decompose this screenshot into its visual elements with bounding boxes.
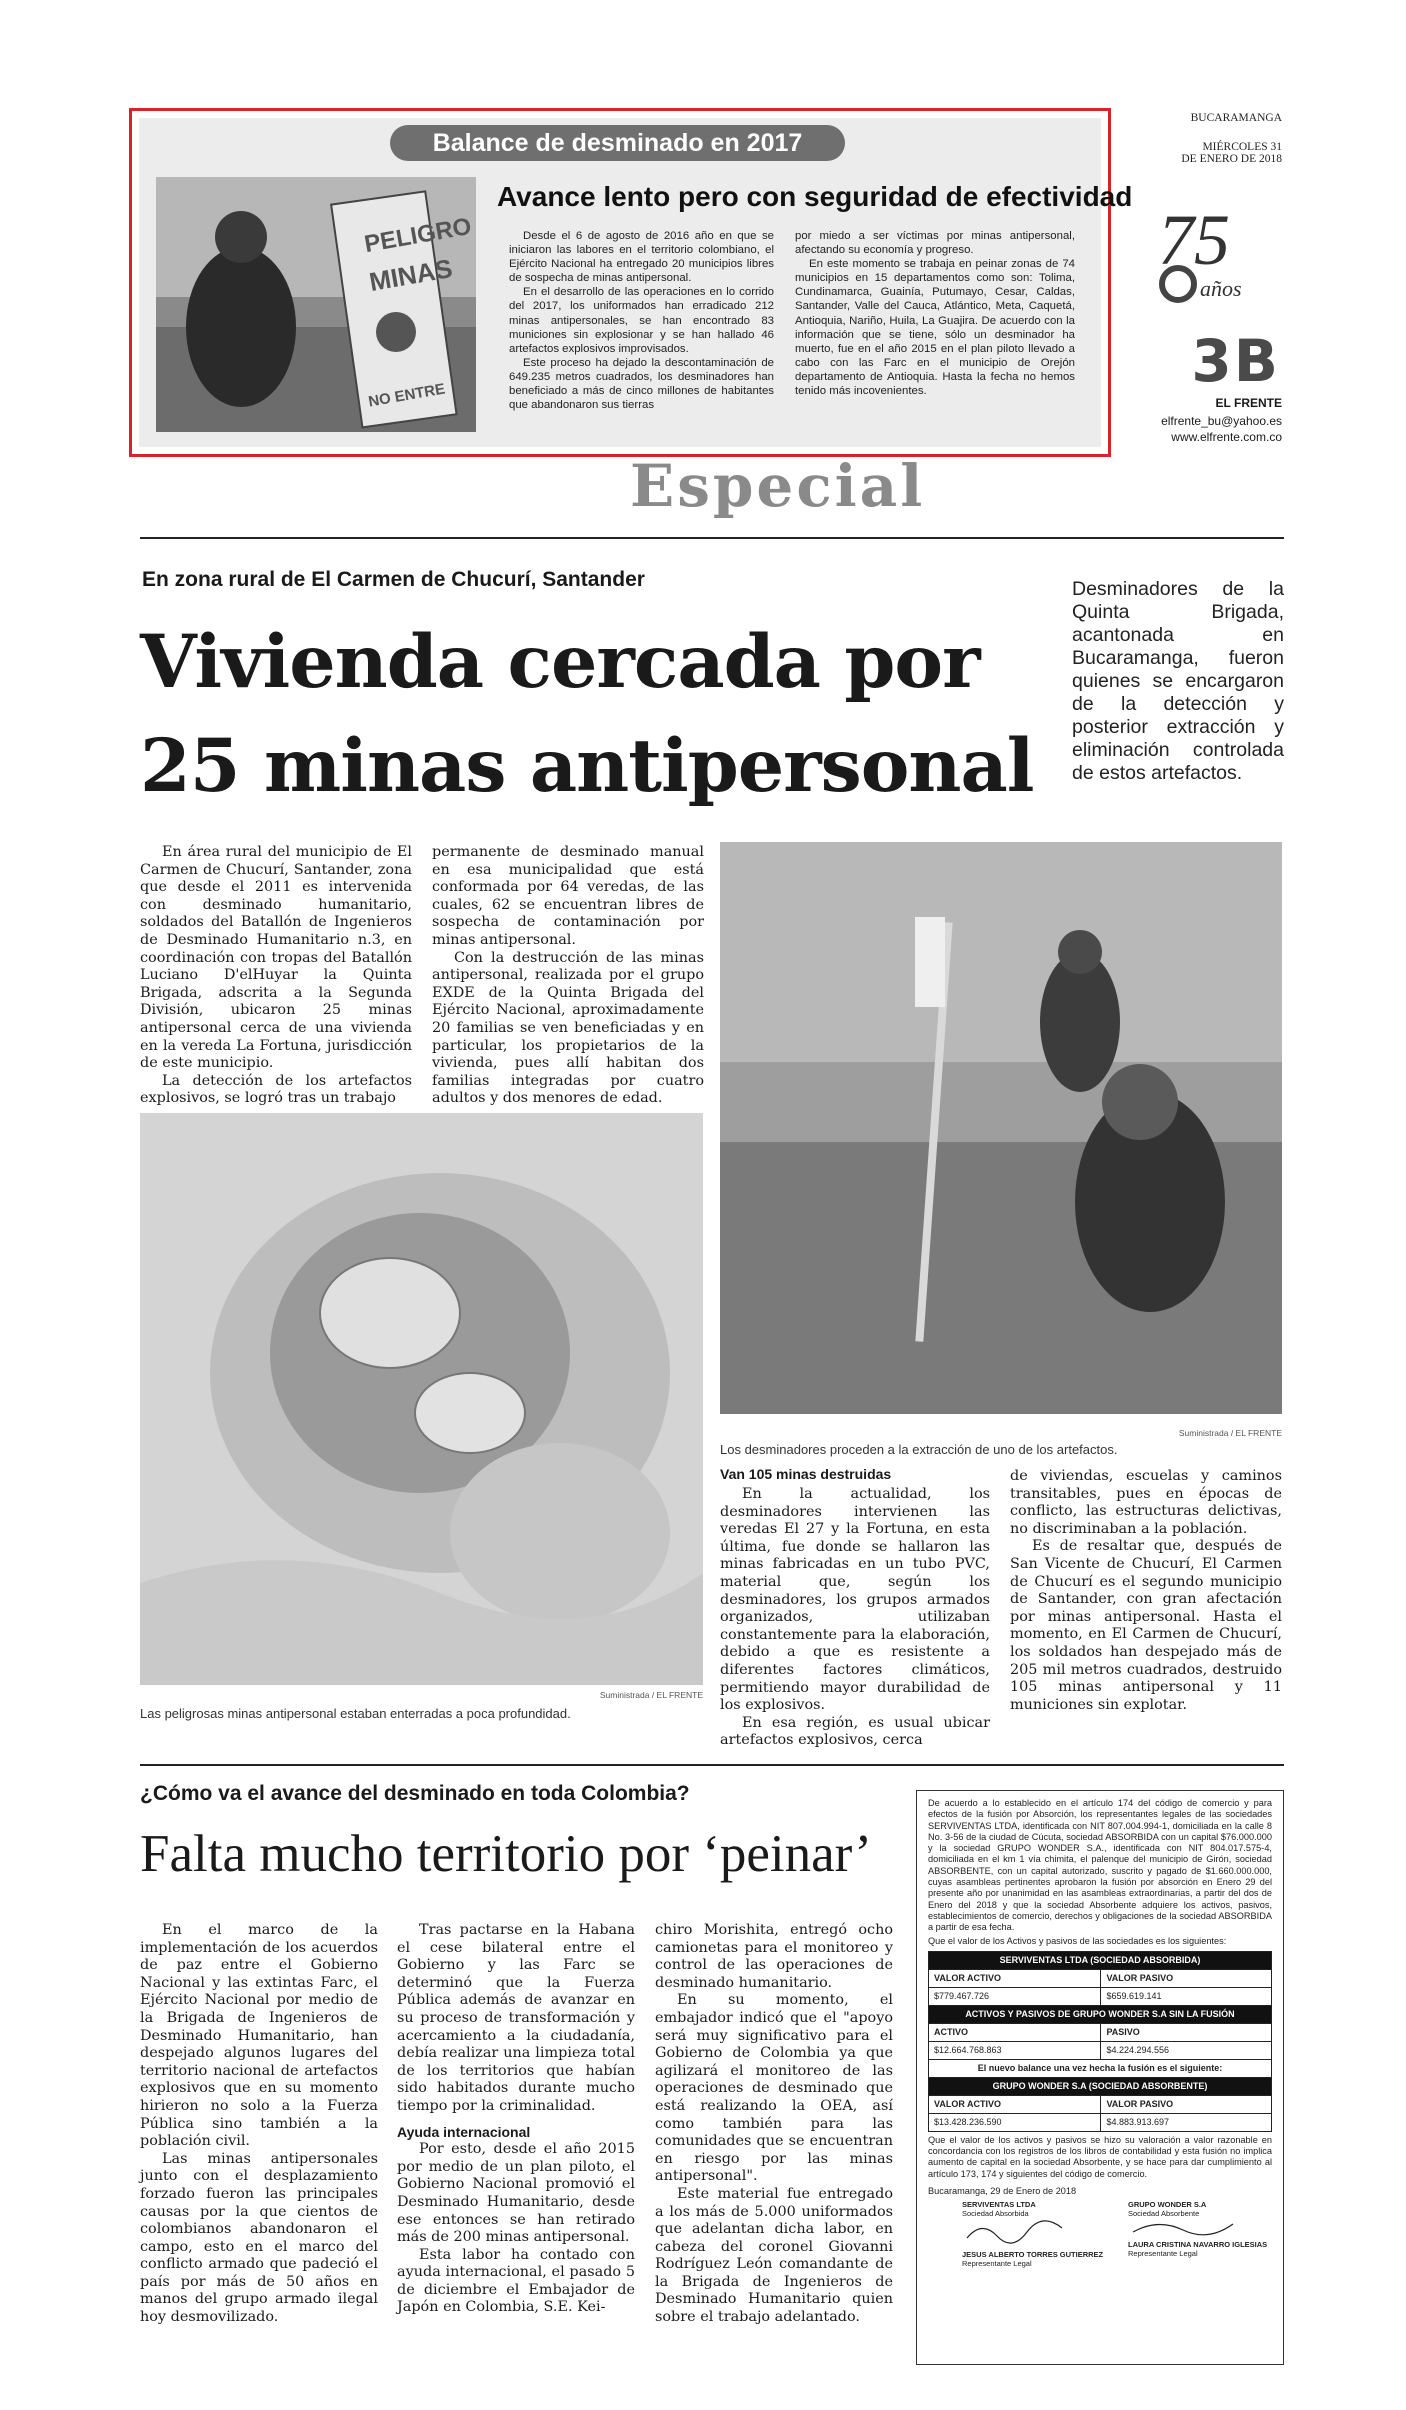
sig1-name: JESUS ALBERTO TORRES GUTIERREZ [962, 2250, 1104, 2260]
main-deck: Desminadores de la Quinta Brigada, acantonada en Bucaramanga, fueron quienes se encargaron de la detección y posterior extracción y eliminación controlada de estos artefactos. [1072, 578, 1284, 784]
sig2-title: Representante Legal [1128, 2249, 1198, 2259]
signature-2-scribble [1128, 2218, 1238, 2238]
main-col1-p2: La detección de los artefactos explosivos, se logró tras un trabajo [140, 1072, 412, 1107]
box-col-1 [509, 229, 774, 412]
contact-web: www.elfrente.com.co [1171, 430, 1282, 444]
second-col3-p1: chiro Morishita, entregó ocho camionetas para el monitoreo y control de las operaciones de desminado humanitario. [655, 1922, 893, 1991]
box-col1-p3: Este proceso ha dejado la descontaminación de 649.235 metros cuadrados, los desminadores han beneficiado a más de cinco millones de habitantes que abandonaron sus tierras [509, 356, 774, 412]
sig1-title: Representante Legal [962, 2259, 1032, 2269]
sig2-company: GRUPO WONDER S.A [1128, 2200, 1207, 2210]
signature-1-scribble [962, 2218, 1072, 2248]
legal-t2-v2: $4.224.294.556 [1101, 2041, 1272, 2059]
legal-t2-band: ACTIVOS Y PASIVOS DE GRUPO WONDER S.A SIN LA FUSIÓN [929, 2005, 1272, 2023]
section-rule [140, 537, 1284, 539]
main-col-2 [432, 844, 704, 1108]
main-col3-p2: En esa región, es usual ubicar artefactos explosivos, cerca [720, 1714, 990, 1749]
second-kicker: ¿Cómo va el avance del desminado en toda Colombia? [140, 1782, 690, 1805]
legal-t3-note: El nuevo balance una vez hecha la fusión es el siguiente: [929, 2059, 1272, 2077]
legal-signatures [928, 2200, 1272, 2290]
legal-table-1 [928, 1951, 1272, 2132]
legal-closing: Que el valor de los activos y pasivos se hizo su valoración a valor razonable en concordancia con los registros de los libros de contabilidad y esta fusión no implica aumento de capital en la sociedad Absorbente, y se hace para dar cumplimiento al artículo 173, 174 y siguientes del código de comercio. [928, 2134, 1272, 2179]
legal-t3-v1: $13.428.236.590 [929, 2113, 1101, 2131]
main-col2-p1: permanente de desminado manual en esa municipalidad que está conformada por 64 veredas, de las cuales, 62 se encuentran libres de sospecha de contaminación por minas antipersonal. [432, 844, 704, 948]
second-col2-p2: Por esto, desde el año 2015 por medio de un plan piloto, el Gobierno Nacional promovió el Desminado Humanitario, desde ese entonces se han retirado más de 200 minas antipersonal. [397, 2141, 635, 2246]
legal-t3-band: GRUPO WONDER S.A (SOCIEDAD ABSORBENTE) [929, 2077, 1272, 2095]
legal-t2-h1: ACTIVO [929, 2023, 1101, 2041]
second-subhead: Ayuda internacional [397, 2123, 531, 2140]
anniv-swirl-icon [1156, 262, 1200, 306]
second-headline: Falta mucho territorio por ‘peinar’ [140, 1825, 872, 1883]
photo1-caption: Las peligrosas minas antipersonal estaban enterradas a poca profundidad. [140, 1706, 571, 1721]
legal-notice [916, 1790, 1284, 2365]
brand-name: EL FRENTE [1215, 396, 1282, 410]
main-col4-p1: de viviendas, escuelas y caminos transitables, pues en épocas de conflicto, las estructuras delictivas, no discriminaban a la población. [1010, 1468, 1282, 1537]
signature-block-1 [962, 2200, 1122, 2268]
main-col-3 [720, 1486, 990, 1750]
signature-block-2 [1128, 2200, 1268, 2258]
page-number: 3B [1191, 327, 1280, 395]
legal-lead: Que el valor de los Activos y pasivos de las sociedades es los siguientes: [928, 1935, 1227, 1946]
page-header [1140, 112, 1282, 165]
main-headline-line1: Vivienda cercada por [140, 619, 980, 705]
legal-place-date: Bucaramanga, 29 de Enero de 2018 [928, 2186, 1077, 2197]
photo2-credit: Suministrada / EL FRENTE [1178, 1428, 1282, 1438]
sig1-company: SERVIVENTAS LTDA [962, 2200, 1036, 2210]
section-divider [140, 1764, 1284, 1766]
box-photo-soldier [156, 177, 476, 432]
sign-text-3: NO ENTRE [367, 380, 447, 411]
legal-t3-v2: $4.883.913.697 [1101, 2113, 1272, 2131]
buried-mines-image [140, 1113, 703, 1685]
second-col2-p3: Esta labor ha contado con ayuda internacional, el pasado 5 de diciembre el Embajador de Japón en Colombia, S.E. Kei- [397, 2246, 635, 2316]
box-col2-p2: En este momento se trabaja en peinar zonas de 74 municipios en 15 departamentos como son: Tolima, Cundinamarca, Guainía, Putumayo, Cesar, Caldas, Santander, Valle del Cauca, Atlántico, Meta, Caquetá, Antioquia, Nariño, Huila, La Guajira. De acuerdo con la información que se tiene, sólo un desminador ha muerto, fue en el año 2015 en el plan piloto llevado a cabo con las Farc en el municipio de Orejón departamento de Antioquia. Hasta la fecha no hemos tenido más incovenientes. [795, 258, 1075, 398]
header-city: BUCARAMANGA [1190, 112, 1282, 124]
balance-box [129, 108, 1133, 457]
balance-banner-text: Balance de desminado en 2017 [432, 129, 803, 157]
main-subhead: Van 105 minas destruidas [720, 1466, 892, 1482]
legal-t1-band: SERVIVENTAS LTDA (SOCIEDAD ABSORBIDA) [929, 1951, 1272, 1969]
box-col1-p2: En el desarrollo de las operaciones en lo corrido del 2017, los uniformados han erradicado 212 minas antipersonales, se han encontrado 83 municiones sin explosionar y se han hallado 46 artefactos explosivos improvisados. [509, 286, 774, 355]
main-headline [140, 610, 1060, 818]
second-col-1 [140, 1922, 378, 2327]
main-col3-p1: En la actualidad, los desminadores intervienen las veredas El 27 y la Fortuna, en esta última, fue donde se hallaron las minas fabricadas en un tubo PVC, material que, según los desminadores, los grupos armados organizados, utilizaban constantemente para la elaboración, debido a que es resistente a diferentes factores climáticos, permitiendo mayor durabilidad de los explosivos. [720, 1486, 990, 1714]
second-col3-p3: Este material fue entregado a los más de 5.000 uniformados que adelantan dicha labor, en cabeza del coronel Giovanni Rodríguez León comandante de la Brigada de Ingenieros de Desminado Humanitario quien sobre el trabajo adelantado. [655, 2185, 893, 2326]
deminers-image [720, 842, 1282, 1414]
sig1-role: Sociedad Absorbida [962, 2209, 1029, 2219]
legal-t1-v1: $779.467.726 [929, 1987, 1101, 2005]
legal-t2-v1: $12.664.768.863 [929, 2041, 1101, 2059]
main-col-4 [1010, 1468, 1282, 1714]
box-col-2 [795, 229, 1075, 398]
second-col-2 [397, 1922, 635, 2317]
second-col-3 [655, 1922, 893, 2327]
photo-deminers [720, 842, 1282, 1414]
legal-t2-h2: PASIVO [1101, 2023, 1272, 2041]
main-kicker: En zona rural de El Carmen de Chucurí, Santander [142, 568, 645, 591]
legal-t1-v2: $659.619.141 [1101, 1987, 1272, 2005]
box-headline: Avance lento pero con seguridad de efectividad [497, 181, 1133, 212]
main-col4-p2: Es de resaltar que, después de San Vicente de Chucurí, El Carmen de Chucurí es el segundo municipio de Santander, con gran afectación por minas antipersonal. Hasta el momento, en El Carmen de Chucurí, los soldados han despejado más de 205 mil metros cuadrados, destruido 105 minas antipersonal y 11 municiones sin explotar. [1010, 1538, 1282, 1713]
sign-text-1: PELIGRO [362, 212, 474, 259]
anniversary-logo [1150, 200, 1270, 310]
main-col-1 [140, 844, 412, 1108]
box-col2-p1: por miedo a ser víctimas por minas antipersonal, afectando su economía y progreso. [795, 230, 1075, 257]
anniv-number: 75 [1158, 200, 1230, 280]
contact-email: elfrente_bu@yahoo.es [1161, 414, 1282, 428]
anniv-word: años [1200, 276, 1242, 301]
main-col1-p1: En área rural del municipio de El Carmen de Chucurí, Santander, zona que desde el 2011 es intervenida con desminado humanitario, soldados del Batallón de Ingenieros de Desminado Humanitario n.3, en coordinación con tropas del Batallón Luciano D'elHuyar la Quinta Brigada, adscrita a la Segunda División, ubicaron 25 minas antipersonal cerca de una vivienda en la vereda La Fortuna, jurisdicción de este municipio. [140, 844, 412, 1072]
photo2-caption: Los desminadores proceden a la extracción de uno de los artefactos. [720, 1442, 1118, 1457]
photo1-credit: Suministrada / EL FRENTE [599, 1690, 703, 1700]
legal-t1-h1: VALOR ACTIVO [929, 1969, 1101, 1987]
header-date-2: DE ENERO DE 2018 [1181, 153, 1282, 165]
main-col2-p2: Con la destrucción de las minas antipersonal, realizada por el grupo EXDE de la Quinta Brigada del Ejército Nacional, aproximadamente 20 familias se ven beneficiadas y en particular, los propietarios de la vivienda, pues allí habitan dos familias integradas por cuatro adultos y dos menores de edad. [432, 949, 704, 1107]
section-title: Especial [630, 452, 926, 520]
header-date-1: MIÉRCOLES 31 [1202, 141, 1282, 153]
second-col2-p1: Tras pactarse en la Habana el cese bilateral entre el Gobierno y las Farc se determinó que la Fuerza Pública además de avanzar en su proceso de transformación y acercamiento a la ciudadanía, debía realizar una limpieza total de los territorios que habían sido habitados durante mucho tiempo por la criminalidad. [397, 1922, 635, 2114]
legal-t3-h2: VALOR PASIVO [1101, 2095, 1272, 2113]
legal-t3-h1: VALOR ACTIVO [929, 2095, 1101, 2113]
sig2-role: Sociedad Absorbente [1128, 2209, 1200, 2219]
photo-buried-mines [140, 1113, 703, 1685]
second-col1-p2: Las minas antipersonales junto con el desplazamiento forzado fueron las principales causas por la que cientos de colombianos abandonaron el campo, esto en el marco del conflicto armado que padeció el país por más de 50 años en manos del grupo armado ilegal hoy desmovilizado. [140, 2150, 378, 2326]
box-col1-p1: Desde el 6 de agosto de 2016 año en que se iniciaron las labores en el territorio colombiano, el Ejército Nacional ha entregado 20 municipios libres de sospecha de minas antipersonal. [509, 230, 774, 285]
sign-text-2: MINAS [366, 252, 455, 298]
balance-banner [390, 125, 845, 161]
main-headline-line2: 25 minas antipersonal [140, 723, 1034, 809]
legal-intro: De acuerdo a lo establecido en el artículo 174 del código de comercio y para efectos de la fusión por Absorción, los representantes legales de las sociedades SERVIVENTAS LTDA, identificada con NIT 807.004.994-1, domiciliada en la calle 8 No. 3-56 de la ciudad de Cúcuta, sociedad ABSORBIDA con un capital $76.000.000 y la sociedad GRUPO WONDER S.A., identificada con NIT 804.017.575-4, domiciliada en el km 1 vía chimita, el palenque del municipio de Girón, sociedad ABSORBENTE, con un capital autorizado, suscrito y pagado de $1.660.000.000, cuyas asambleas pertinentes aprobaron la fusión por absorción en Enero 29 del presente año por unanimidad en las asambleas extraordinarias, a partir del dos de Enero del 2018 y que la sociedad Absorbente adquiere los activos, pasivos, establecimientos de comercio, derechos y obligaciones de la sociedad ABSORBIDA a partir de esa fecha. [928, 1798, 1272, 1933]
second-col3-p2: En su momento, el embajador indicó que el "apoyo será muy significativo para el Gobierno de Colombia ya que agilizará el monitoreo de las operaciones de desminado que está realizando la OEA, así como también para las comunidades que se encuentran en riesgo por las minas antipersonal". [655, 1992, 893, 2185]
sig2-name: LAURA CRISTINA NAVARRO IGLESIAS [1128, 2240, 1268, 2250]
second-col1-p1: En el marco de la implementación de los acuerdos de paz entre el Gobierno Nacional y las extintas Farc, el Ejército Nacional por medio de la Brigada de Ingenieros de Desminado Humanitario, han despejado algunos lugares del territorio nacional de artefactos explosivos que en su momento hirieron no solo a la Fuerza Pública sino también a la población civil. [140, 1922, 378, 2150]
legal-t1-h2: VALOR PASIVO [1101, 1969, 1272, 1987]
